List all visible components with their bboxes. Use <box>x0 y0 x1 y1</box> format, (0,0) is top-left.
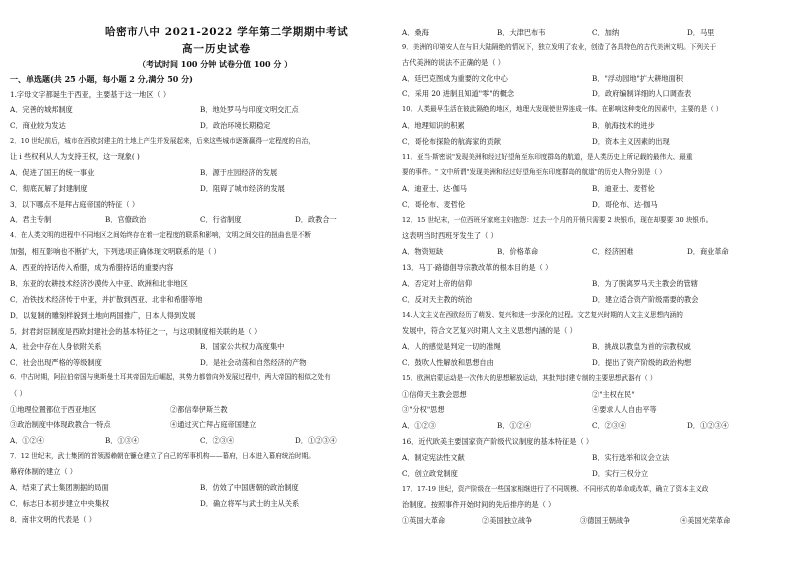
q1-option-b: B．地处罗马与印度文明交汇点 <box>200 105 299 114</box>
q6-option-d: D．①②③④ <box>295 436 337 445</box>
q15-option-c: C．②③④ <box>592 421 627 430</box>
question-5: 5．封君封臣制度是西欧封建社会的基本特征之一，与这项制度相关联的是（ ） <box>10 327 262 336</box>
q6-option-a: A．①②④ <box>10 436 44 445</box>
q1-option-a: A．完善的城邦制度 <box>10 105 73 114</box>
q9-option-d: D．政府编制详细的人口调查表 <box>592 89 692 98</box>
q2-option-b: B．源于庄园经济的发展 <box>200 168 278 177</box>
q13-option-c: C．反对天主教的统治 <box>402 295 473 304</box>
question-15: 15．欧洲启蒙运动是一次伟大的思想解放运动，其批判封建专制的主要思想武器有（ ） <box>402 374 657 382</box>
question-17: 17．17-19 世纪，资产阶级在一些国家相继进行了不同规模、不同形式的革命或改革，确立了资本主义政 <box>402 485 709 493</box>
question-11: 11．亚当·斯密说"发现美洲和经过好望角至东印度群岛的航道，是人类历史上所记载的最伟大、最重 <box>402 153 693 161</box>
q15-item-1: ①信仰天主教会思想 <box>402 390 467 399</box>
q13-option-a: A．否定对上帝的信仰 <box>402 279 472 288</box>
question-14-cont: 发展中，符合文艺复兴时期人文主义思想内涵的是（ ） <box>402 326 577 335</box>
q9-option-c: C．采用 20 进制且知道"零"的概念 <box>402 89 515 98</box>
q6-option-b: B．①③④ <box>105 436 140 445</box>
q6-item-1: ①地理位置都位于西亚地区 <box>10 405 97 414</box>
question-4: 4．在人类文明的进程中不同地区之间始终存在着一定程度的联系和影响，文明之间交往的扭曲也是不断 <box>10 231 311 239</box>
q14-option-c: C．鼓吹人性解放和思想自由 <box>402 358 494 367</box>
q11-option-d: D．哥伦布、达·伽马 <box>592 200 658 209</box>
q16-option-c: C．创立政党制度 <box>402 469 458 478</box>
exam-subtitle: 高一历史试卷 <box>182 43 251 55</box>
q10-option-b: B．航海技术的进步 <box>592 121 655 130</box>
q7-option-a: A．结束了武士集团割据的局面 <box>10 483 109 492</box>
exam-info: （考试时间 100 分钟 试卷分值 100 分 ） <box>138 59 293 69</box>
q5-option-a: A．社会中存在人身依附关系 <box>10 342 102 351</box>
q16-option-a: A．制定宪法性文献 <box>402 453 465 462</box>
q11-option-a: A．迪亚士、达·伽马 <box>402 184 467 193</box>
q7-option-b: B．仿效了中国唐朝的政治制度 <box>200 483 299 492</box>
section-heading: 一、单选题(共 25 小题，每小题 2 分,满分 50 分) <box>10 74 193 84</box>
question-2: 2．10 世纪前后，城市在西欧封建主的土地上产生并发展起来，后来这些城市逐渐赢得一定程度的自治， <box>10 137 315 145</box>
question-3: 3．以下哪点不是拜占庭帝国的特征（ ） <box>10 200 140 209</box>
question-2-cont: 让 i 些权利从人为支持王权，这一现象( ) <box>10 152 140 161</box>
question-13: 13．马丁·路德倡导宗教改革的根本目的是（ ） <box>402 263 553 272</box>
q10-option-a: A．地理知识的积累 <box>402 121 465 130</box>
q7-option-d: D．确立将军与武士的主从关系 <box>200 499 300 508</box>
question-1: 1.字母文字都诞生于西亚，主要基于这一地区（ ） <box>10 90 171 99</box>
q14-option-a: A．人的感觉是判定一切的准绳 <box>402 342 501 351</box>
q1-option-c: C．商业较为发达 <box>10 121 66 130</box>
q8-option-c: C．加纳 <box>592 28 620 37</box>
q7-option-c: C．标志日本初步建立中央集权 <box>10 499 109 508</box>
q10-option-d: D．资本主义因素的出现 <box>592 137 670 146</box>
q3-option-d: D．政教合一 <box>295 215 337 224</box>
q9-option-b: B．"浮动园地"扩大耕地面积 <box>592 74 683 83</box>
q12-option-b: B．价格革命 <box>497 247 539 256</box>
q17-item-2: ②美国独立战争 <box>482 516 533 525</box>
q2-option-c: C．彻底瓦解了封建制度 <box>10 184 88 193</box>
q6-item-4: ④通过灭亡拜占庭帝国建立 <box>170 420 257 429</box>
q4-option-c: C．冶铁技术经济传于中亚，并扩散到西亚、北非和希腊等地 <box>10 295 203 304</box>
q17-item-1: ①英国大革命 <box>402 516 446 525</box>
q5-option-d: D．是社会动荡和自然经济的产物 <box>200 358 307 367</box>
q14-option-b: B．挑战以教皇为首的宗教权威 <box>592 342 691 351</box>
q4-option-d: D．以复制的雕刻样貌到土地向两国推广，日本人得到发展 <box>10 311 196 320</box>
q16-option-d: D．实行三权分立 <box>592 469 649 478</box>
q1-option-d: D．政治环境长期稳定 <box>200 121 271 130</box>
q14-option-d: D．提出了资产阶级的政治构想 <box>592 358 692 367</box>
q12-option-a: A．物资短缺 <box>402 247 444 256</box>
q2-option-a: A．促进了国王的统一事业 <box>10 168 95 177</box>
question-17-cont: 治制度。按照事件开始时间的先后排序的是（ ） <box>402 500 556 509</box>
q4-option-b: B．东亚的农耕技术经济沙漠传入中亚、欧洲和北非地区 <box>10 279 188 288</box>
q16-option-b: B．实行选举和议会立法 <box>592 453 670 462</box>
q13-option-b: B．为了脱离罗马天主教会的管辖 <box>592 279 698 288</box>
q15-item-3: ③"分权"思想 <box>402 405 445 414</box>
question-7: 7．12 世纪末，武士集团的首领源赖朝在镰仓建立了自己的军事机构——幕府，日本进入幕府统治时期。 <box>10 452 315 460</box>
question-10: 10．人类最早生活在彼此隔绝的地区，地理大发现使世界连成一体。在影响这种变化的因素中，主要的是（ ） <box>402 105 723 113</box>
q3-option-a: A．君主专制 <box>10 215 52 224</box>
q6-item-3: ③政治制度中体现政教合一特点 <box>10 420 111 429</box>
q11-option-c: C．哥伦布、麦哲伦 <box>402 200 466 209</box>
q12-option-d: D．商业革命 <box>687 247 729 256</box>
question-9-cont: 古代美洲的说法不正确的是（ ） <box>402 58 505 67</box>
question-14: 14.人文主义在西欧经历了萌发、复兴和进一步深化的过程。文艺复兴时期的人文主义思想内涵的 <box>402 311 683 319</box>
q8-option-b: B．大津巴布韦 <box>497 28 546 37</box>
q9-option-a: A．廷巴克图成为重要的文化中心 <box>402 74 508 83</box>
q17-item-4: ④美国光荣革命 <box>680 516 731 525</box>
exam-title: 哈密市八中 2021-2022 学年第二学期期中考试 <box>105 26 349 38</box>
q3-option-b: B．官僚政治 <box>105 215 147 224</box>
q5-option-b: B．国家公共权力高度集中 <box>200 342 285 351</box>
question-9: 9．美洲的印第安人在与旧大陆隔绝的情况下，独立发明了农业，创造了各具特色的古代美洲文明。下列关于 <box>402 43 717 51</box>
q8-option-d: D．马里 <box>687 28 715 37</box>
q8-option-a: A．桑海 <box>402 28 429 37</box>
question-4-cont: 加强，相互影响也不断扩大，下列选项正确体现文明联系的是（ ） <box>10 247 221 256</box>
q15-option-b: B．①②④ <box>497 421 532 430</box>
q6-item-2: ②都信奉伊斯兰教 <box>170 405 228 414</box>
question-7-cont: 幕府体制的建立（ ） <box>10 467 77 476</box>
q15-item-2: ②"主权在民" <box>592 390 635 399</box>
question-16: 16．近代欧美主要国家资产阶级代议制度的基本特征是（ ） <box>402 437 594 446</box>
q4-option-a: A．西亚的持话传入希腊，成为希腊持话的重要内容 <box>10 263 174 272</box>
question-6-cont: （ ） <box>10 389 27 398</box>
q10-option-c: C．哥伦布探险的航海家的贡献 <box>402 137 501 146</box>
question-11-cont: 要的事件。" 文中所谓"发现美洲和经过好望角至东印度群岛的航道"的历史人物分别是（ ） <box>402 168 666 176</box>
q13-option-d: D．建立适合资产阶级需要的教会 <box>592 295 699 304</box>
question-12: 12．15 世纪末，一位西班牙家庭主妇抱怨：过去一个月的开销只需要 2 块银币，现在却要要 30 块银币。 <box>402 216 713 224</box>
question-8: 8．南非文明的代表是（ ） <box>10 515 96 524</box>
q2-option-d: D．阻碍了城市经济的发展 <box>200 184 285 193</box>
q5-option-c: C．社会出现严格的等级制度 <box>10 358 102 367</box>
q15-item-4: ④要求人人自由平等 <box>592 405 657 414</box>
question-12-cont: 这表明当时西班牙发生了（ ） <box>402 231 498 240</box>
q6-option-c: C．②③④ <box>200 436 235 445</box>
q3-option-c: C．行省制度 <box>200 215 242 224</box>
question-6: 6．中古时期，阿拉伯帝国与奥斯曼土耳其帝国先后崛起，其势力都曾向外发展过程中，两大帝国的相似之处有 <box>10 373 331 381</box>
q15-option-a: A．①②③ <box>402 421 436 430</box>
q17-item-3: ③德国王朝战争 <box>580 516 631 525</box>
q15-option-d: D．①②③④ <box>687 421 729 430</box>
q11-option-b: B．迪亚士、麦哲伦 <box>592 184 655 193</box>
q12-option-c: C．经济困难 <box>592 247 634 256</box>
